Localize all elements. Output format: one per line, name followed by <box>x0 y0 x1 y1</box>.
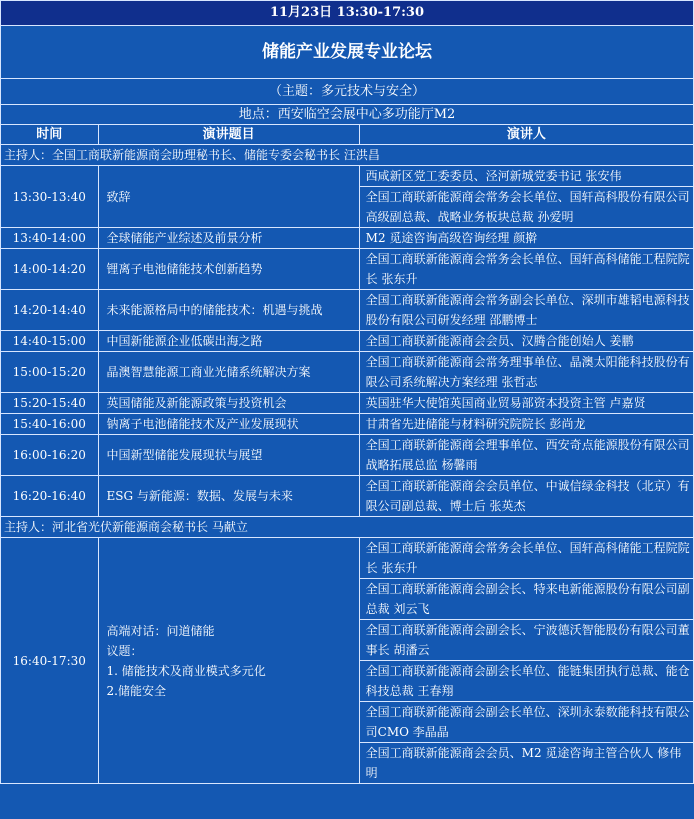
host-row <box>1 145 694 166</box>
session-speaker: 西咸新区党工委委员、泾河新城党委书记 张安伟 <box>359 166 693 187</box>
session-row <box>1 393 694 414</box>
column-header-time: 时间 <box>1 125 99 145</box>
location-row <box>1 105 694 125</box>
session-topic: 钠离子电池储能技术及产业发展现状 <box>98 414 359 435</box>
panel-speaker: 全国工商联新能源商会会员、M2 觅途咨询主管合伙人 修伟明 <box>359 743 693 784</box>
session-row <box>1 476 694 517</box>
panel-speaker: 全国工商联新能源商会副会长、特来电新能源股份有限公司副总裁 刘云飞 <box>359 579 693 620</box>
session-speaker: 全国工商联新能源商会理事单位、西安奇点能源股份有限公司战略拓展总监 杨馨雨 <box>359 435 693 476</box>
session-time: 14:20-14:40 <box>1 290 99 331</box>
session-row <box>1 414 694 435</box>
column-header-topic: 演讲题目 <box>98 125 359 145</box>
session-speaker: 全国工商联新能源商会常务理事单位、晶澳太阳能科技股份有限公司系统解决方案经理 张哲志 <box>359 352 693 393</box>
session-topic: 致辞 <box>98 166 359 228</box>
session-speaker: 全国工商联新能源商会会员单位、中诚信绿金科技（北京）有限公司副总裁、博士后 张英杰 <box>359 476 693 517</box>
session-row <box>1 435 694 476</box>
panel-speaker: 全国工商联新能源商会常务会长单位、国轩高科储能工程院院长 张东升 <box>359 538 693 579</box>
session-topic: 中国新能源企业低碳出海之路 <box>98 331 359 352</box>
session-topic: 未来能源格局中的储能技术：机遇与挑战 <box>98 290 359 331</box>
panel-row <box>1 538 694 579</box>
session-topic: 英国储能及新能源政策与投资机会 <box>98 393 359 414</box>
panel-topic-line: 议题： <box>106 643 143 658</box>
session-speaker: 全国工商联新能源商会会员、汉腾合能创始人 姜鹏 <box>359 331 693 352</box>
forum-location: 地点：西安临空会展中心多功能厅M2 <box>1 105 694 125</box>
date-row <box>1 1 694 26</box>
panel-topic-line: 高端对话：问道储能 <box>106 623 215 638</box>
session-speaker: 英国驻华大使馆英国商业贸易部资本投资主管 卢嘉贤 <box>359 393 693 414</box>
session-time: 14:40-15:00 <box>1 331 99 352</box>
session-time: 15:40-16:00 <box>1 414 99 435</box>
session-row <box>1 331 694 352</box>
session-row <box>1 352 694 393</box>
session-time: 15:00-15:20 <box>1 352 99 393</box>
session-row <box>1 166 694 187</box>
panel-time: 16:40-17:30 <box>1 538 99 784</box>
panel-speaker: 全国工商联新能源商会副会长、宁波德沃智能股份有限公司董事长 胡潘云 <box>359 620 693 661</box>
panel-speaker: 全国工商联新能源商会副会长单位、能链集团执行总裁、能仓科技总裁 王春翔 <box>359 661 693 702</box>
host-row <box>1 517 694 538</box>
session-time: 15:20-15:40 <box>1 393 99 414</box>
session-row <box>1 290 694 331</box>
session-topic: 中国新型储能发展现状与展望 <box>98 435 359 476</box>
forum-date: 11月23日 13:30-17:30 <box>1 1 694 26</box>
theme-row <box>1 79 694 105</box>
session-time: 14:00-14:20 <box>1 249 99 290</box>
panel-speaker: 全国工商联新能源商会副会长单位、深圳永泰数能科技有限公司CMO 李晶晶 <box>359 702 693 743</box>
session-speaker: 全国工商联新能源商会常务会长单位、国轩高科储能工程院院长 张东升 <box>359 249 693 290</box>
session-row <box>1 249 694 290</box>
session-speaker: 全国工商联新能源商会常务副会长单位、深圳市雄韬电源科技股份有限公司研发经理 邵鹏博士 <box>359 290 693 331</box>
panel-topic-line: 1. 储能技术及商业模式多元化 <box>106 663 266 678</box>
column-header-row <box>1 125 694 145</box>
session-topic: 晶澳智慧能源工商业光储系统解决方案 <box>98 352 359 393</box>
panel-topic-line: 2.储能安全 <box>106 683 166 698</box>
forum-theme: （主题：多元技术与安全） <box>1 79 694 105</box>
title-row <box>1 26 694 79</box>
panel-topic <box>98 538 359 784</box>
session-time: 13:40-14:00 <box>1 228 99 249</box>
session-row <box>1 228 694 249</box>
host-text: 主持人：全国工商联新能源商会助理秘书长、储能专委会秘书长 汪洪昌 <box>1 145 694 166</box>
session-time: 16:00-16:20 <box>1 435 99 476</box>
session-topic: ESG 与新能源：数据、发展与未来 <box>98 476 359 517</box>
host-text: 主持人：河北省光伏新能源商会秘书长 马献立 <box>1 517 694 538</box>
session-topic: 锂离子电池储能技术创新趋势 <box>98 249 359 290</box>
session-speaker: 甘肃省先进储能与材料研究院院长 彭尚龙 <box>359 414 693 435</box>
session-time: 16:20-16:40 <box>1 476 99 517</box>
session-topic: 全球储能产业综述及前景分析 <box>98 228 359 249</box>
session-speaker: 全国工商联新能源商会常务会长单位、国轩高科股份有限公司高级副总裁、战略业务板块总裁 孙爱明 <box>359 187 693 228</box>
session-speaker: M2 觅途咨询高级咨询经理 颜擀 <box>359 228 693 249</box>
session-time: 13:30-13:40 <box>1 166 99 228</box>
column-header-speaker: 演讲人 <box>359 125 693 145</box>
forum-title: 储能产业发展专业论坛 <box>1 26 694 79</box>
